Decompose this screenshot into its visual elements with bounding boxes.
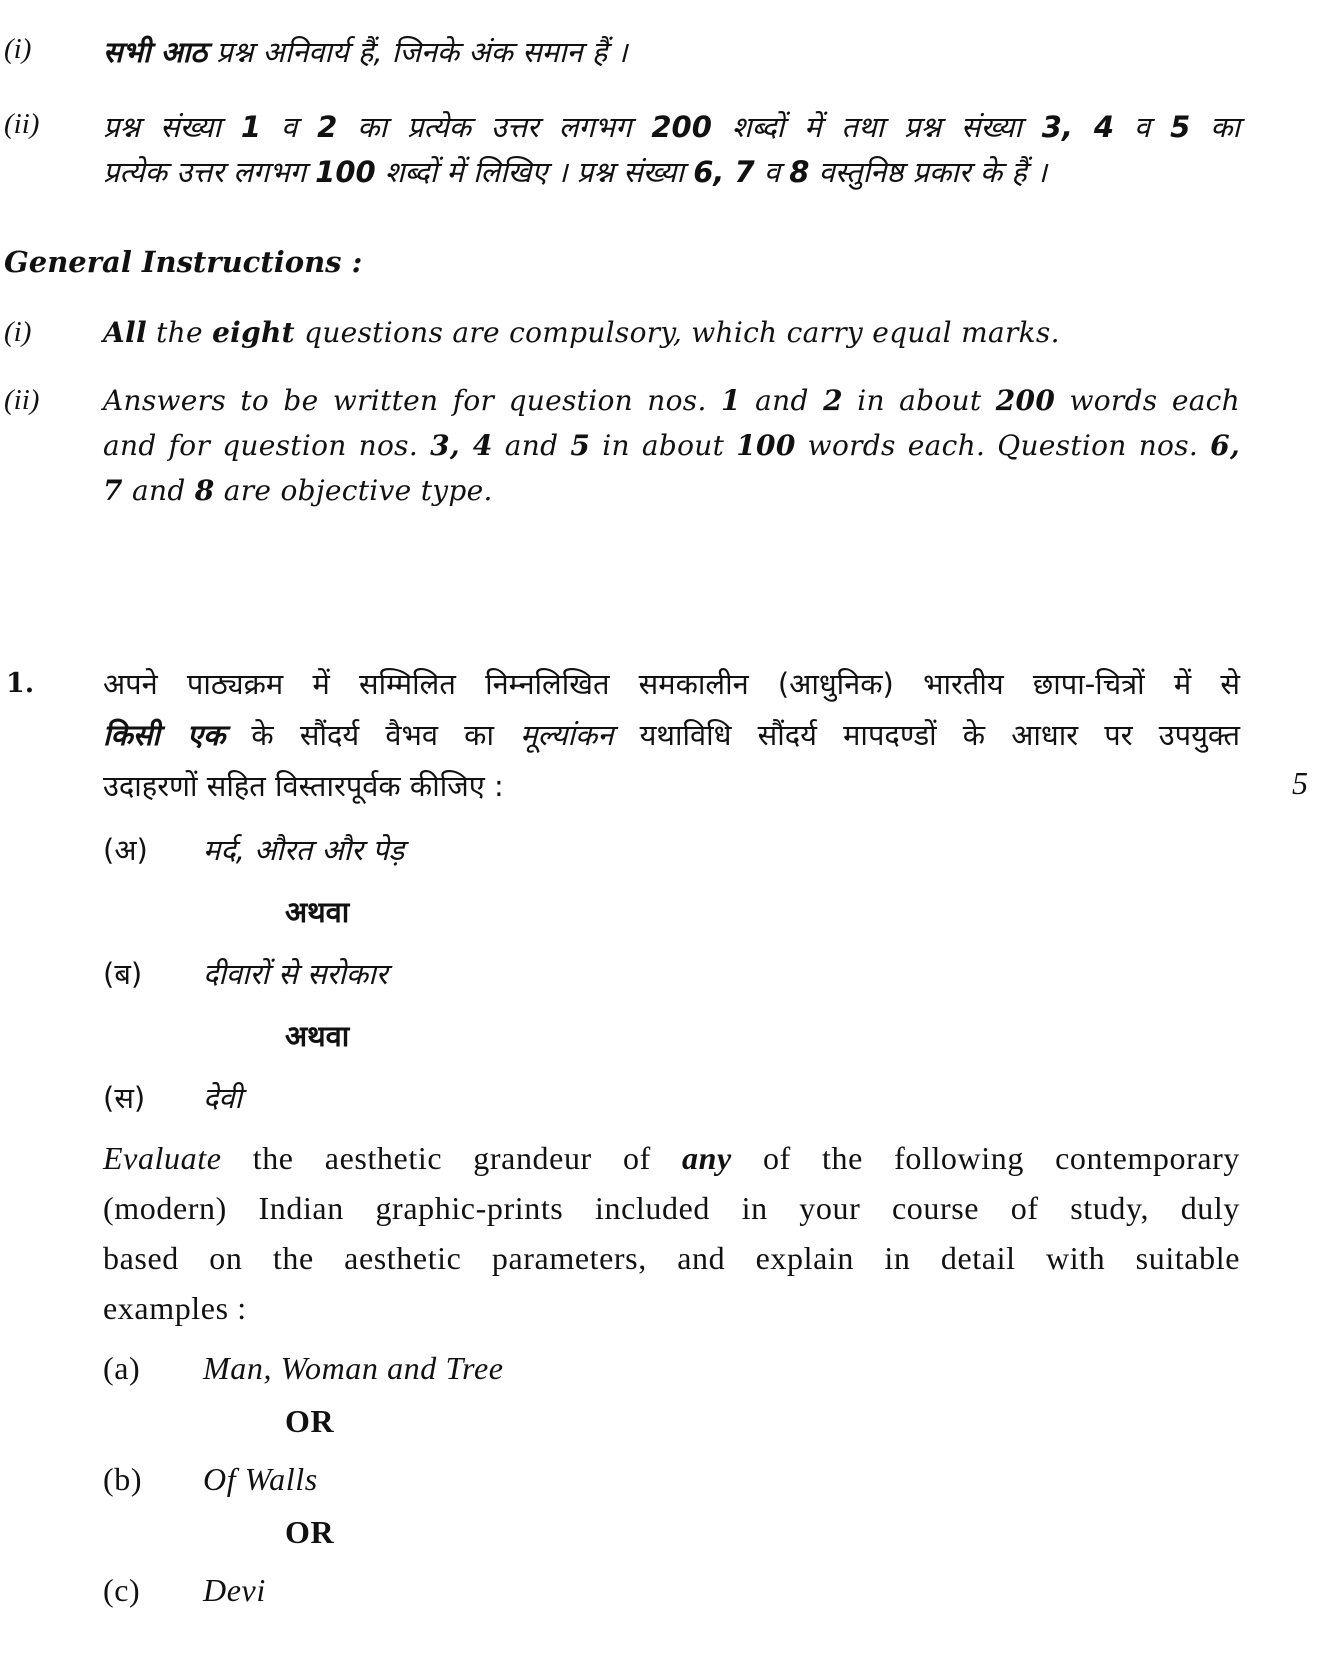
text-segment: व [261, 110, 318, 144]
text-segment: 100 [736, 429, 796, 462]
or-separator: अथवा [285, 895, 350, 929]
text-segment: का [1190, 110, 1241, 144]
text-segment: and [492, 429, 571, 462]
text-segment: any [682, 1140, 732, 1176]
text-segment: 2 [317, 110, 338, 144]
or-separator: OR [285, 1514, 335, 1550]
text-segment: and for question nos. [103, 429, 431, 462]
option-label: (c) [103, 1572, 141, 1608]
option-text: Man, Woman and Tree [203, 1350, 504, 1386]
text-segment: व [1114, 110, 1171, 144]
text-segment: प्रश्न संख्या [103, 110, 241, 144]
text-segment: and [740, 384, 824, 417]
text-segment: the [146, 316, 213, 349]
option-label: (b) [103, 1461, 143, 1497]
text-segment: in about [842, 384, 996, 417]
text-segment: प्रत्येक उत्तर लगभग [103, 155, 316, 189]
or-separator: अथवा [285, 1019, 350, 1053]
text-segment: 8 [194, 474, 215, 507]
text-segment: Answers to be written for question nos. [103, 384, 722, 417]
text-segment: based on the aesthetic parameters, and explain in detail with suitable [103, 1240, 1240, 1276]
text-segment: 200 [651, 110, 712, 144]
general-instruction-text [103, 316, 1060, 349]
text-segment: 6, 7 [693, 155, 755, 189]
text-segment: examples : [103, 1290, 247, 1326]
text-segment: words each. Question nos. [795, 429, 1211, 462]
text-segment: eight [212, 316, 295, 349]
general-instruction-line [103, 429, 1240, 462]
option-label: (ब) [103, 957, 143, 991]
text-segment: व [754, 155, 790, 189]
hindi-instruction-line [103, 107, 1240, 146]
or-separator: OR [285, 1403, 335, 1439]
hindi-instruction-text [103, 32, 627, 71]
text-segment: मूल्यांकन [520, 718, 614, 752]
text-segment: किसी एक [103, 718, 226, 752]
text-segment: प्रश्न अनिवार्य हैं, जिनके अंक समान हैं । [207, 35, 628, 69]
text-segment: 3, 4 [430, 429, 493, 462]
option-label: (स) [103, 1081, 146, 1115]
text-segment: words each [1055, 384, 1240, 417]
option-text: Of Walls [203, 1461, 318, 1497]
question-english-line [103, 1290, 247, 1327]
hindi-instruction-line [103, 152, 1047, 191]
text-segment: 7 [103, 474, 123, 507]
text-segment: का प्रत्येक उत्तर लगभग [337, 110, 652, 144]
text-segment: 1 [721, 384, 741, 417]
text-segment: सभी आठ [103, 35, 208, 69]
text-segment: 2 [823, 384, 843, 417]
text-segment: अपने पाठ्यक्रम में सम्मिलित निम्नलिखित समकालीन (आधुनिक) भारतीय छापा-चित्रों में से [103, 667, 1240, 701]
text-segment: (modern) Indian graphic-prints included in your course of study, duly [103, 1190, 1240, 1226]
option-text: Devi [203, 1572, 266, 1608]
general-instruction-line [103, 384, 1240, 417]
text-segment: शब्दों में लिखिए । प्रश्न संख्या [375, 155, 694, 189]
text-segment: 3, 4 [1041, 110, 1115, 144]
text-segment: are objective type. [214, 474, 493, 507]
option-text: देवी [203, 1081, 243, 1115]
option-text: मर्द, औरत और पेड़ [203, 833, 405, 867]
item-number: (i) [4, 33, 32, 65]
question-english-line [103, 1190, 1240, 1227]
text-segment: All [103, 316, 147, 349]
question-number: 1. [6, 668, 35, 699]
text-segment: यथाविधि सौंदर्य मापदण्डों के आधार पर उपयुक्त [613, 718, 1240, 752]
marks: 5 [1292, 765, 1308, 801]
text-segment: questions are compulsory, which carry equal marks. [294, 316, 1060, 349]
option-text: दीवारों से सरोकार [203, 957, 388, 991]
general-instruction-line [103, 474, 493, 507]
question-english-line [103, 1140, 1240, 1177]
question-hindi-line [103, 664, 1240, 703]
text-segment: 5 [1170, 110, 1191, 144]
question-english-line [103, 1240, 1240, 1277]
item-number: (ii) [4, 384, 40, 416]
text-segment: वस्तुनिष्ठ प्रकार के हैं । [809, 155, 1047, 189]
text-segment: उदाहरणों सहित विस्तारपूर्वक कीजिए : [103, 769, 504, 803]
text-segment: Evaluate [103, 1140, 222, 1176]
general-instructions-heading: General Instructions : [4, 245, 363, 279]
text-segment: 200 [995, 384, 1056, 417]
text-segment: the aesthetic grandeur of [221, 1140, 683, 1176]
question-hindi-line [103, 766, 504, 805]
text-segment: and [122, 474, 195, 507]
text-segment: 5 [570, 429, 591, 462]
option-label: (अ) [103, 833, 148, 867]
option-label: (a) [103, 1350, 141, 1386]
text-segment: 6, [1210, 429, 1240, 462]
item-number: (ii) [4, 108, 40, 140]
text-segment: 100 [315, 155, 376, 189]
item-number: (i) [4, 316, 32, 348]
text-segment: 1 [240, 110, 262, 144]
text-segment: in about [590, 429, 737, 462]
text-segment: 8 [789, 155, 810, 189]
text-segment: के सौंदर्य वैभव का [225, 718, 521, 752]
text-segment: शब्दों में तथा प्रश्न संख्या [711, 110, 1042, 144]
text-segment: of the following contemporary [731, 1140, 1241, 1176]
question-hindi-line [103, 715, 1240, 754]
